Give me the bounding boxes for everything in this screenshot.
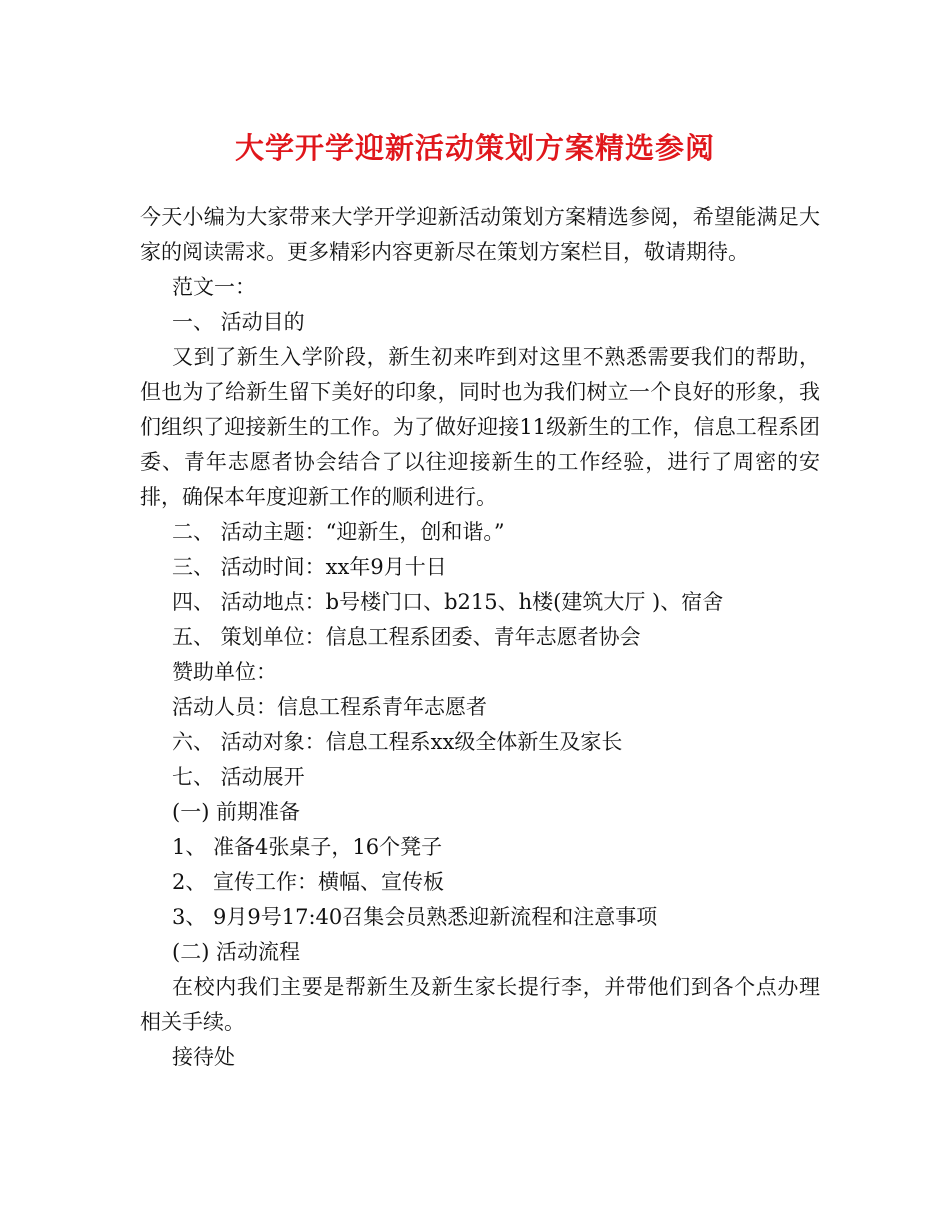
section-heading: 一、 活动目的	[172, 310, 305, 334]
list-item: 活动人员：信息工程系青年志愿者	[172, 695, 487, 719]
section-heading: 六、 活动对象：信息工程系xx级全体新生及家长	[172, 730, 623, 754]
section-heading: 二、 活动主题：“迎新生，创和谐。”	[172, 520, 505, 544]
section-heading: 七、 活动展开	[172, 765, 305, 789]
sample-heading: 范文一：	[172, 275, 256, 299]
subsection-heading: (二) 活动流程	[172, 940, 301, 964]
list-item: 赞助单位：	[172, 660, 277, 684]
list-item: 1、 准备4张桌子，16个凳子	[172, 835, 443, 859]
section-heading: 五、 策划单位：信息工程系团委、青年志愿者协会	[172, 625, 641, 649]
section-heading: 四、 活动地点：b号楼门口、b215、h楼(建筑大厅 )、宿舍	[172, 590, 724, 614]
list-item: 2、 宣传工作：横幅、宣传板	[172, 870, 445, 894]
document-title: 大学开学迎新活动策划方案精选参阅	[234, 131, 715, 165]
section-heading: 三、 活动时间：xx年9月十日	[172, 555, 447, 579]
body-paragraph: 在校内我们主要是帮新生及新生家长提行李，并带他们到各个点办理相关手续。	[140, 975, 820, 1034]
body-paragraph: 又到了新生入学阶段，新生初来咋到对这里不熟悉需要我们的帮助，但也为了给新生留下美好的印象，同时也为我们树立一个良好的形象，我们组织了迎接新生的工作。为了做好迎接11级新生的工作，信息工程系团委、青年志愿者协会结合了以往迎接新生的工作经验，进行了周密的安排，确保本年度迎新工作的顺利进行。	[140, 345, 820, 509]
intro-paragraph: 今天小编为大家带来大学开学迎新活动策划方案精选参阅，希望能满足大家的阅读需求。更多精彩内容更新尽在策划方案栏目，敬请期待。	[140, 205, 820, 264]
list-item: 3、 9月9号17:40召集会员熟悉迎新流程和注意事项	[172, 905, 658, 929]
subsection-heading: (一) 前期准备	[172, 800, 301, 824]
section-heading: 接待处	[172, 1045, 235, 1069]
document-body	[140, 200, 820, 1075]
